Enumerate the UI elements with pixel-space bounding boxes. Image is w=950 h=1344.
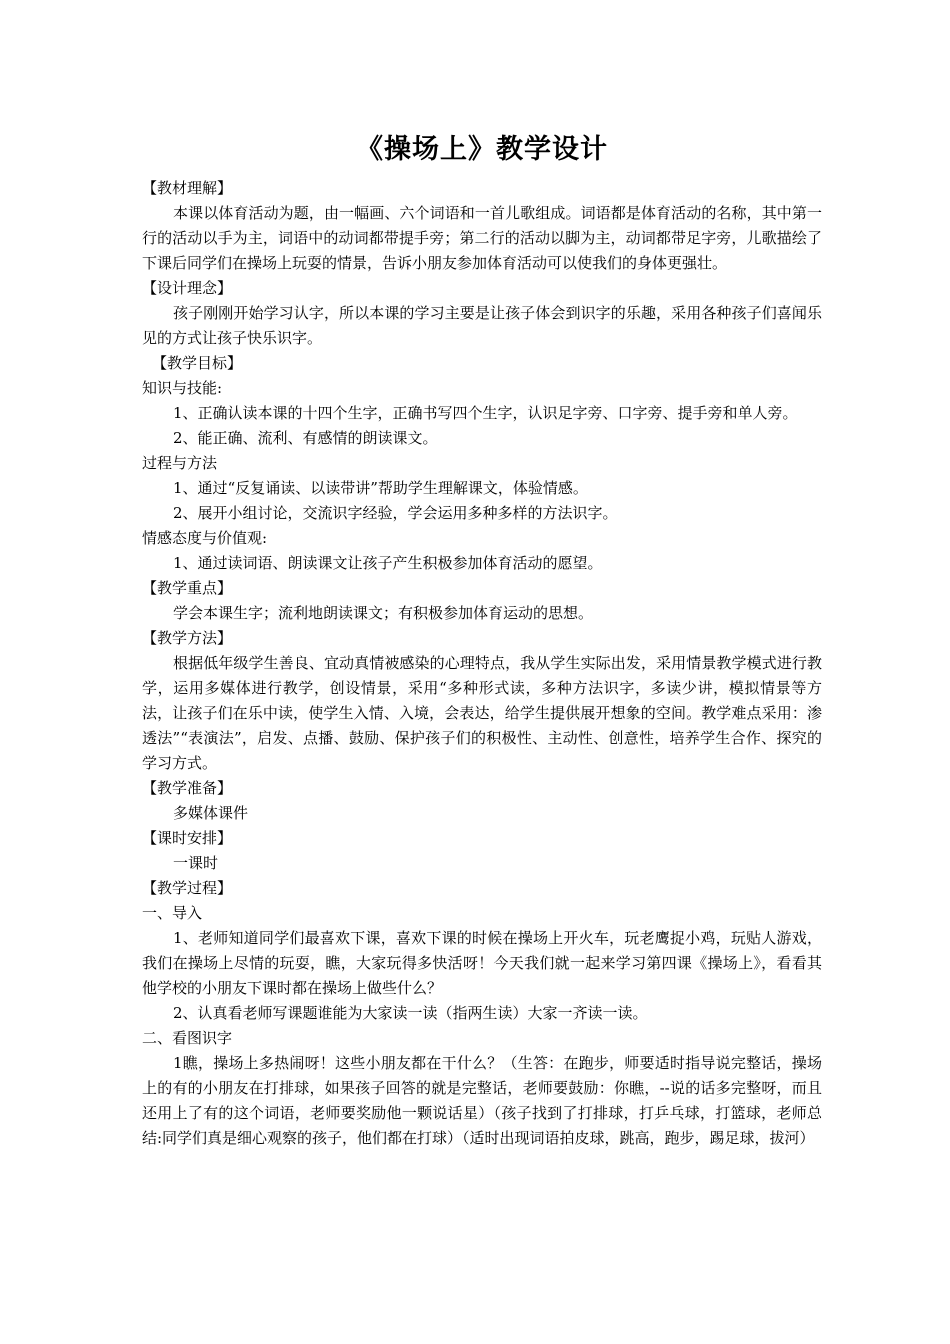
process-method-item-1: 1、通过“反复诵读、以读带讲”帮助学生理解课文，体验情感。 — [173, 479, 588, 497]
preparation-paragraph: 多媒体课件 — [173, 804, 249, 822]
schedule-paragraph: 一课时 — [173, 854, 219, 872]
knowledge-item-1: 1、正确认读本课的十四个生字，正确书写四个生字，认识足字旁、口字旁、提手旁和单人旁。 — [173, 404, 798, 422]
process-method-item-2: 2、展开小组讨论，交流识字经验，学会运用多种多样的方法识字。 — [173, 504, 618, 522]
section-heading-preparation: 【教学准备】 — [142, 779, 233, 797]
intro-item-1: 1、老师知道同学们最喜欢下课，喜欢下课的时候在操场上开火车，玩老鹰捉小鸡，玩贴人游戏，我们在操场上尽情的玩耍，瞧，大家玩得多快活呀！今天我们就一起来学习第四课《操场上》，看看其他学校的小朋友下课时都在操场上做些什么？ — [142, 929, 822, 997]
picture-item-1: 1瞧，操场上多热闹呀！这些小朋友都在干什么？（生答：在跑步，师要适时指导说完整话，操场上的有的小朋友在打排球，如果孩子回答的就是完整话，老师要鼓励：你瞧，--说的话多完整呀，而且还用上了有的这个词语，老师要奖励他一颗说话星）（孩子找到了打排球，打乒乓球，打篮球，老师总结:同学们真是细心观察的孩子，他们都在打球）（适时出现词语拍皮球，跳高，跑步，踢足球，拔河） — [142, 1054, 822, 1147]
section-heading-material: 【教材理解】 — [142, 179, 233, 197]
attitude-label: 情感态度与价值观: — [142, 529, 268, 547]
section-heading-concept: 【设计理念】 — [142, 279, 233, 297]
section-heading-goals: 【教学目标】 — [152, 354, 243, 372]
section-heading-keypoints: 【教学重点】 — [142, 579, 233, 597]
document-title: 《操场上》教学设计 — [356, 134, 608, 165]
knowledge-item-2: 2、能正确、流利、有感情的朗读课文。 — [173, 429, 438, 447]
section-heading-process: 【教学过程】 — [142, 879, 233, 897]
document-page — [142, 128, 822, 1151]
keypoints-paragraph: 学会本课生字；流利地朗读课文；有积极参加体育运动的思想。 — [173, 604, 594, 622]
section-heading-schedule: 【课时安排】 — [142, 829, 233, 847]
concept-paragraph: 孩子刚刚开始学习认字，所以本课的学习主要是让孩子体会到识字的乐趣，采用各种孩子们喜闻乐见的方式让孩子快乐识字。 — [142, 304, 822, 347]
section-heading-methods: 【教学方法】 — [142, 629, 233, 647]
attitude-item-1: 1、通过读词语、朗读课文让孩子产生积极参加体育活动的愿望。 — [173, 554, 603, 572]
knowledge-label: 知识与技能: — [142, 379, 223, 397]
intro-label: 一、导入 — [142, 904, 203, 922]
picture-label: 二、看图识字 — [142, 1029, 233, 1047]
process-method-label: 过程与方法 — [142, 454, 218, 472]
methods-paragraph: 根据低年级学生善良、宜动真情被感染的心理特点，我从学生实际出发，采用情景教学模式进行教学，运用多媒体进行教学，创设情景，采用“多种形式读，多种方法识字，多读少讲，模拟情景等方法，让孩子们在乐中读，使学生入情、入境，会表达，给学生提供展开想象的空间。教学难点采用：渗透法”“表演法”，启发、点播、鼓励、保护孩子们的积极性、主动性、创意性，培养学生合作、探究的学习方式。 — [142, 654, 822, 772]
material-paragraph: 本课以体育活动为题，由一幅画、六个词语和一首儿歌组成。词语都是体育活动的名称，其中第一行的活动以手为主，词语中的动词都带提手旁；第二行的活动以脚为主，动词都带足字旁，儿歌描绘了下课后同学们在操场上玩耍的情景，告诉小朋友参加体育活动可以使我们的身体更强壮。 — [142, 204, 822, 272]
intro-item-2: 2、认真看老师写课题谁能为大家读一读（指两生读）大家一齐读一读。 — [173, 1004, 648, 1022]
